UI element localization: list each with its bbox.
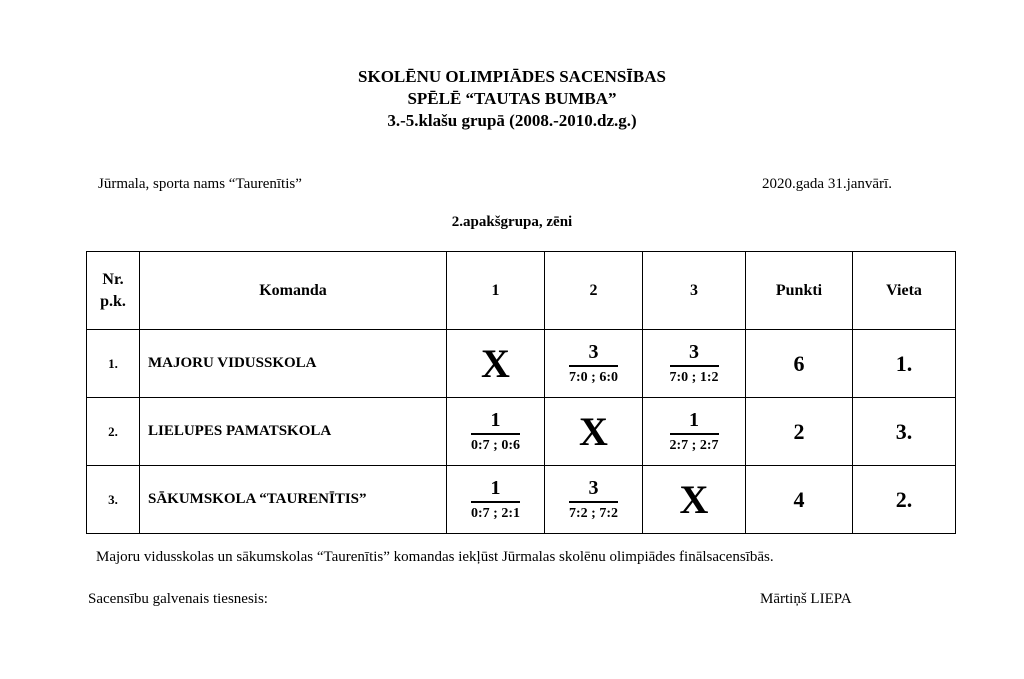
team-name: LIELUPES PAMATSKOLA <box>140 398 447 466</box>
subgroup-label: 2.apakšgrupa, zēni <box>451 214 573 230</box>
match-points: 3 <box>569 341 618 367</box>
final-place: 2. <box>853 466 956 534</box>
match-score <box>471 409 520 455</box>
team-name: MAJORU VIDUSSKOLA <box>140 330 447 398</box>
table-row <box>87 330 956 398</box>
final-place: 3. <box>853 398 956 466</box>
self-match-cell <box>643 466 746 534</box>
conclusion-text: Majoru vidusskolas un sākumskolas “Taurenītis” komandas iekļūst Jūrmalas skolēnu olimpiādes finālsacensībās. <box>96 549 774 565</box>
final-place: 1. <box>853 330 956 398</box>
judge-name: Mārtiņš LIEPA <box>760 591 852 607</box>
table-row <box>87 398 956 466</box>
match-points: 1 <box>471 477 520 503</box>
header-match-3: 3 <box>643 252 746 330</box>
match-points: 3 <box>569 477 618 503</box>
match-score-cell <box>447 398 545 466</box>
total-points: 6 <box>746 330 853 398</box>
match-score-cell <box>545 330 643 398</box>
header-place: Vieta <box>853 252 956 330</box>
table-row <box>87 466 956 534</box>
match-score-cell <box>545 466 643 534</box>
header-match-2: 2 <box>545 252 643 330</box>
match-score <box>569 477 618 523</box>
match-points: 1 <box>471 409 520 435</box>
table-header-row <box>87 252 956 330</box>
header-match-1: 1 <box>447 252 545 330</box>
match-points: 3 <box>670 341 719 367</box>
team-name: SĀKUMSKOLA “TAURENĪTIS” <box>140 466 447 534</box>
match-result: 7:0 ; 6:0 <box>569 369 618 385</box>
match-result: 7:2 ; 7:2 <box>569 505 618 521</box>
header-team: Komanda <box>140 252 447 330</box>
match-result: 0:7 ; 0:6 <box>471 437 520 453</box>
self-match-mark: X <box>481 340 510 386</box>
match-result: 2:7 ; 2:7 <box>669 437 719 453</box>
header-points: Punkti <box>746 252 853 330</box>
results-table <box>86 251 956 534</box>
match-points: 1 <box>670 409 719 435</box>
match-score-cell <box>643 330 746 398</box>
self-match-mark: X <box>579 408 608 454</box>
self-match-cell <box>447 330 545 398</box>
row-number: 2. <box>87 398 140 466</box>
total-points: 2 <box>746 398 853 466</box>
match-score <box>670 341 719 387</box>
header-nr: Nr. p.k. <box>87 252 140 330</box>
match-result: 7:0 ; 1:2 <box>669 369 719 385</box>
match-score <box>670 409 719 455</box>
match-score <box>471 477 520 523</box>
event-date: 2020.gada 31.janvārī. <box>762 176 892 192</box>
match-score-cell <box>643 398 746 466</box>
total-points: 4 <box>746 466 853 534</box>
document-title <box>0 66 1024 132</box>
row-number: 3. <box>87 466 140 534</box>
match-score <box>569 341 618 387</box>
self-match-mark: X <box>679 476 709 522</box>
title-line-2: SPĒLĒ “TAUTAS BUMBA” <box>407 89 617 108</box>
row-number: 1. <box>87 330 140 398</box>
title-line-3: 3.-5.klašu grupā (2008.-2010.dz.g.) <box>387 111 637 130</box>
event-location: Jūrmala, sporta nams “Taurenītis” <box>98 176 302 192</box>
match-result: 0:7 ; 2:1 <box>471 505 520 521</box>
self-match-cell <box>545 398 643 466</box>
title-line-1: SKOLĒNU OLIMPIĀDES SACENSĪBAS <box>358 67 666 86</box>
match-score-cell <box>447 466 545 534</box>
judge-label: Sacensību galvenais tiesnesis: <box>88 591 268 607</box>
